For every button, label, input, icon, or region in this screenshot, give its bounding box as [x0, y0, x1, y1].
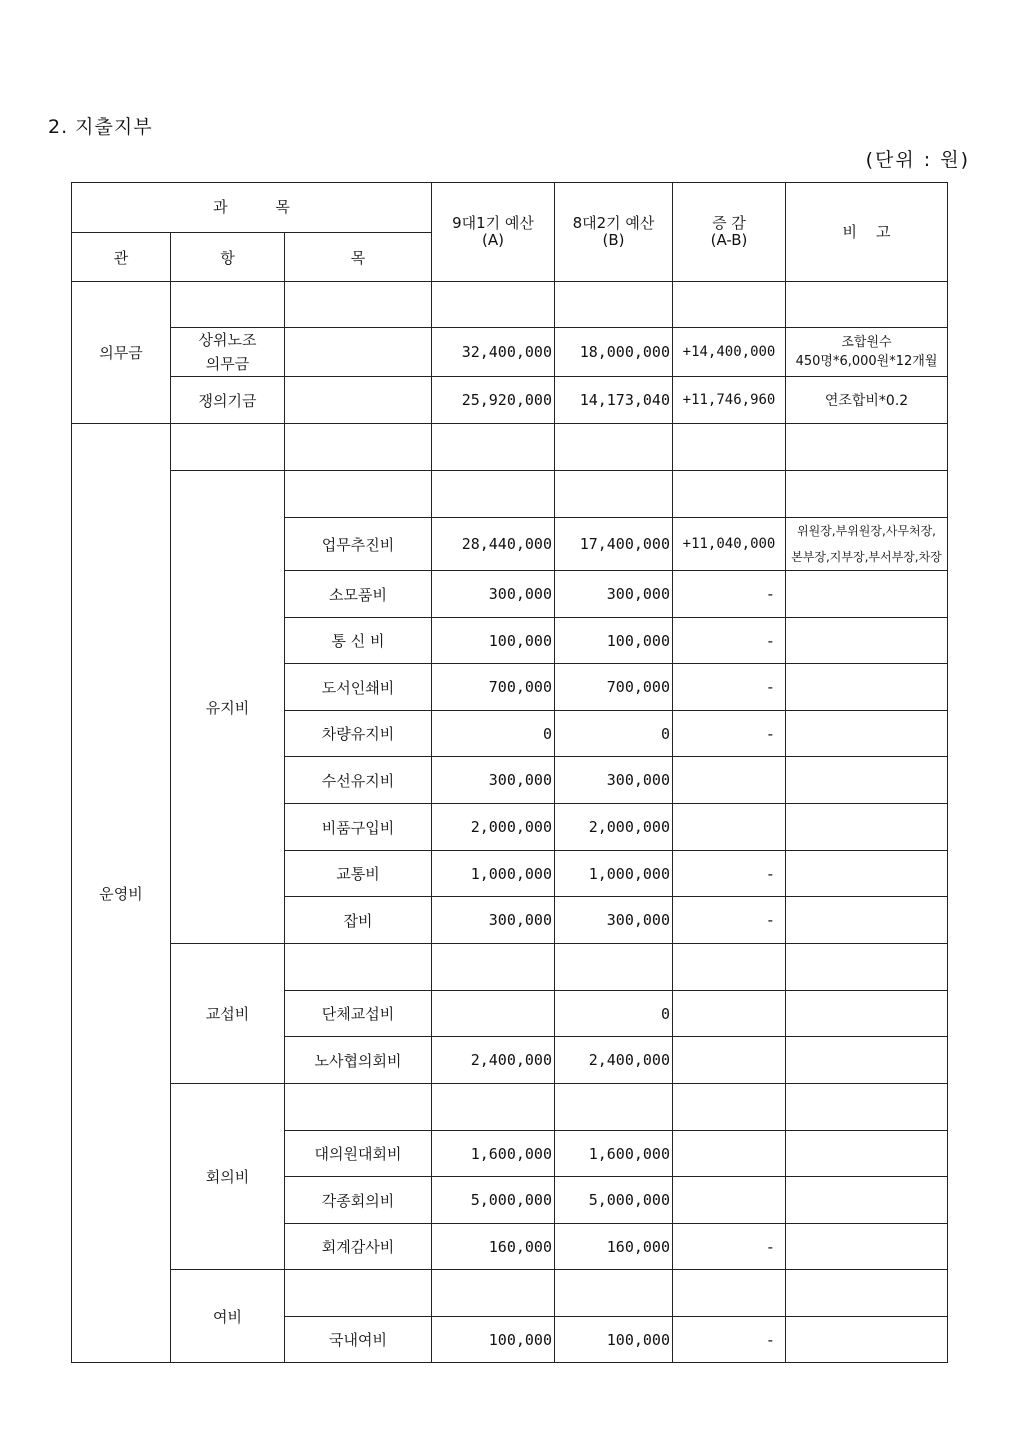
budget-b-cell: 1,600,000 — [555, 1131, 673, 1177]
budget-a-cell: 2,400,000 — [432, 1037, 555, 1084]
table-row — [72, 1084, 948, 1131]
budget-b-cell: 100,000 — [555, 618, 673, 664]
diff-cell: +11,746,960 — [673, 377, 786, 424]
diff-cell: - — [673, 851, 786, 897]
budget-a-cell: 0 — [432, 711, 555, 757]
remarks-line2: 본부장,지부장,부서부장,차장 — [791, 550, 942, 564]
budget-a-cell: 300,000 — [432, 757, 555, 804]
budget-b-cell: 18,000,000 — [555, 328, 673, 377]
hang-sangwi-line1: 상위노조 — [198, 331, 257, 349]
budget-b-cell: 2,400,000 — [555, 1037, 673, 1084]
header-hang: 항 — [171, 233, 285, 282]
budget-a-cell: 300,000 — [432, 571, 555, 618]
remarks-line1: 조합원수 — [841, 335, 892, 350]
mok-cell: 각종회의비 — [285, 1177, 432, 1224]
hang-gyoseop: 교섭비 — [171, 944, 285, 1084]
budget-a-cell: 25,920,000 — [432, 377, 555, 424]
diff-cell: +11,040,000 — [673, 518, 786, 571]
header-budget-a-code: (A) — [482, 231, 504, 249]
remarks-line1: 위원장,부위원장,사무처장, — [797, 524, 936, 538]
budget-a-cell: 100,000 — [432, 618, 555, 664]
diff-cell: - — [673, 1224, 786, 1270]
budget-a-cell: 700,000 — [432, 664, 555, 711]
remarks-line2: 450명*6,000원*12개월 — [795, 354, 938, 369]
mok-cell: 업무추진비 — [285, 518, 432, 571]
diff-cell: - — [673, 897, 786, 944]
budget-b-cell: 5,000,000 — [555, 1177, 673, 1224]
header-diff-code: (A-B) — [710, 231, 748, 249]
remarks-cell — [786, 518, 948, 571]
mok-cell: 도서인쇄비 — [285, 664, 432, 711]
budget-b-cell: 100,000 — [555, 1317, 673, 1363]
diff-cell: +14,400,000 — [673, 328, 786, 377]
mok-cell: 교통비 — [285, 851, 432, 897]
mok-cell: 비품구입비 — [285, 804, 432, 851]
section-heading: 2. 지출지부 — [48, 116, 153, 138]
mok-cell: 소모품비 — [285, 571, 432, 618]
table-row — [72, 328, 948, 377]
table-row — [72, 1270, 948, 1317]
diff-cell: - — [673, 664, 786, 711]
budget-a-cell: 5,000,000 — [432, 1177, 555, 1224]
budget-a-cell: 28,440,000 — [432, 518, 555, 571]
gwan-uimugeum: 의무금 — [72, 282, 171, 424]
budget-b-cell: 14,173,040 — [555, 377, 673, 424]
mok-cell: 대의원대회비 — [285, 1131, 432, 1177]
mok-cell: 회계감사비 — [285, 1224, 432, 1270]
diff-cell: - — [673, 1317, 786, 1363]
header-remarks: 비 고 — [786, 183, 948, 282]
mok-cell: 통 신 비 — [285, 618, 432, 664]
header-budget-b — [555, 183, 673, 282]
budget-a-cell: 100,000 — [432, 1317, 555, 1363]
table-row — [72, 377, 948, 424]
budget-a-cell: 1,600,000 — [432, 1131, 555, 1177]
header-row-1 — [72, 183, 948, 233]
budget-b-cell: 1,000,000 — [555, 851, 673, 897]
expense-budget-table — [71, 182, 948, 1363]
mok-cell: 잡비 — [285, 897, 432, 944]
diff-cell: - — [673, 571, 786, 618]
hang-sangwi — [171, 328, 285, 377]
budget-b-cell: 0 — [555, 991, 673, 1037]
budget-a-cell: 32,400,000 — [432, 328, 555, 377]
budget-b-cell: 160,000 — [555, 1224, 673, 1270]
hang-sangwi-line2: 의무금 — [205, 355, 250, 373]
budget-b-cell: 700,000 — [555, 664, 673, 711]
diff-cell: - — [673, 618, 786, 664]
header-budget-a-label: 9대1기 예산 — [452, 214, 534, 232]
table-row — [72, 424, 948, 471]
budget-a-cell: 2,000,000 — [432, 804, 555, 851]
budget-b-cell: 17,400,000 — [555, 518, 673, 571]
budget-a-cell: 300,000 — [432, 897, 555, 944]
hang-hoeui: 회의비 — [171, 1084, 285, 1270]
budget-a-cell: 1,000,000 — [432, 851, 555, 897]
table-row — [72, 282, 948, 328]
budget-b-cell: 300,000 — [555, 897, 673, 944]
unit-label: (단위 : 원) — [865, 149, 970, 171]
budget-a-cell: 160,000 — [432, 1224, 555, 1270]
header-gwan: 관 — [72, 233, 171, 282]
header-budget-b-code: (B) — [602, 231, 625, 249]
mok-cell: 노사협의회비 — [285, 1037, 432, 1084]
remarks-cell: 연조합비*0.2 — [786, 377, 948, 424]
header-mok: 목 — [285, 233, 432, 282]
header-budget-a — [432, 183, 555, 282]
diff-cell: - — [673, 711, 786, 757]
budget-b-cell: 0 — [555, 711, 673, 757]
hang-yeobi: 여비 — [171, 1270, 285, 1363]
remarks-cell — [786, 328, 948, 377]
mok-cell: 국내여비 — [285, 1317, 432, 1363]
header-category-group: 과 목 — [72, 183, 432, 233]
header-budget-b-label: 8대2기 예산 — [572, 214, 655, 232]
hang-yuji: 유지비 — [171, 471, 285, 944]
mok-cell: 수선유지비 — [285, 757, 432, 804]
mok-cell: 차량유지비 — [285, 711, 432, 757]
header-diff-label: 증 감 — [712, 214, 746, 232]
budget-b-cell: 300,000 — [555, 571, 673, 618]
mok-cell: 단체교섭비 — [285, 991, 432, 1037]
hang-jaengui: 쟁의기금 — [171, 377, 285, 424]
table-row — [72, 944, 948, 991]
gwan-unyeongbi: 운영비 — [72, 424, 171, 1363]
table-row — [72, 471, 948, 518]
header-diff — [673, 183, 786, 282]
budget-b-cell: 300,000 — [555, 757, 673, 804]
budget-b-cell: 2,000,000 — [555, 804, 673, 851]
